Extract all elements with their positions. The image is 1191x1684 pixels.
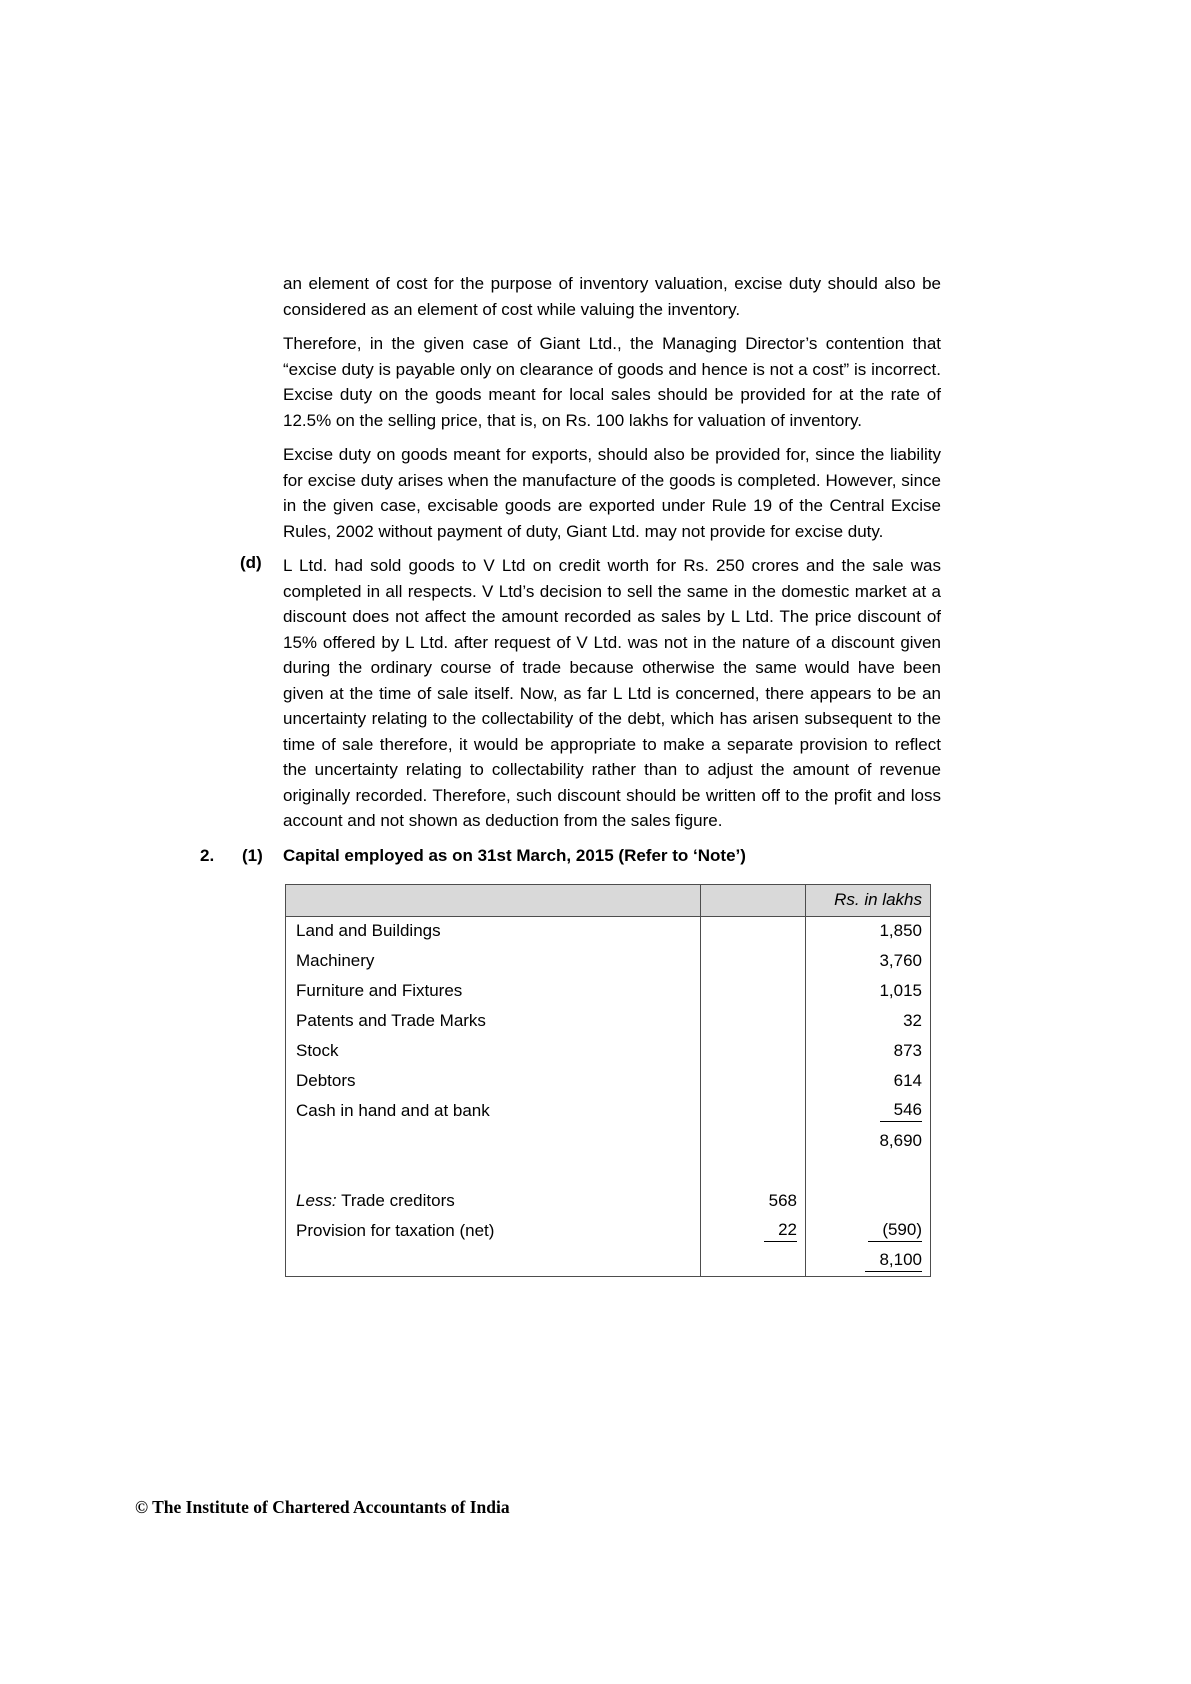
table-row: Patents and Trade Marks 32	[286, 1006, 931, 1036]
paragraph-inventory-valuation: an element of cost for the purpose of inventory valuation, excise duty should also be considered as an element of cost while valuing the inventory.	[283, 274, 941, 319]
underlined-total: 8,100	[865, 1250, 922, 1272]
table-row: Less: Trade creditors 568	[286, 1186, 931, 1216]
table-row: 8,690	[286, 1126, 931, 1156]
paragraph-giant-ltd: Therefore, in the given case of Giant Ltd., the Managing Director’s contention that “excise duty is payable only on clearance of goods and hence is not a cost” is incorrect. Excise duty on the goods meant for local sales should be provided for at the rate of 12.5% on the selling price, that is, on Rs. 100 lakhs for valuation of inventory.	[283, 334, 941, 430]
table-header-blank-2	[701, 884, 806, 916]
table-header-blank-1	[286, 884, 701, 916]
copyright-footer: © The Institute of Chartered Accountants of India	[135, 1497, 510, 1517]
section-number: 2.	[200, 845, 215, 865]
table-row: Stock 873	[286, 1036, 931, 1066]
paragraph-exports: Excise duty on goods meant for exports, should also be provided for, since the liability for excise duty arises when the manufacture of the goods is completed. However, since in the given case, excisable goods are exported under Rule 19 of the Central Excise Rules, 2002 without payment of duty, Giant Ltd. may not provide for excise duty.	[283, 445, 941, 541]
table-spacer-row	[286, 1156, 931, 1186]
table-row: Provision for taxation (net) 22 (590)	[286, 1216, 931, 1246]
list-item-d	[200, 553, 945, 834]
section-title: Capital employed as on 31st March, 2015 (Refer to ‘Note’)	[283, 845, 746, 865]
table-row	[286, 1246, 931, 1276]
list-item-d-marker: (d)	[240, 553, 262, 572]
document-content	[200, 271, 945, 1277]
underlined-value: 546	[880, 1100, 922, 1122]
table-row: Land and Buildings 1,850	[286, 916, 931, 946]
section-subnumber: (1)	[242, 845, 263, 865]
capital-employed-table	[285, 884, 931, 1277]
table-header-row	[286, 884, 931, 916]
less-label: Less:	[296, 1191, 337, 1210]
table-header-unit: Rs. in lakhs	[806, 884, 931, 916]
underlined-value: 22	[764, 1220, 797, 1242]
list-item-d-text: L Ltd. had sold goods to V Ltd on credit worth for Rs. 250 crores and the sale was completed in all respects. V Ltd’s decision to sell the same in the domestic market at a discount does not affect the amount recorded as sales by L Ltd. The price discount of 15% offered by L Ltd. after request of V Ltd. was not in the nature of a discount given during the ordinary course of trade because otherwise the same would have been given at the time of sale itself. Now, as far L Ltd is concerned, there appears to be an uncertainty relating to the collectability of the debt, which has arisen subsequent to the time of sale therefore, it would be appropriate to make a separate provision to reflect the uncertainty relating to collectability rather than to adjust the amount of revenue originally recorded. Therefore, such discount should be written off to the profit and loss account and not shown as deduction from the sales figure.	[283, 556, 941, 830]
table-row: Cash in hand and at bank 546	[286, 1096, 931, 1126]
section-heading	[200, 846, 945, 872]
table-row: Furniture and Fixtures 1,015	[286, 976, 931, 1006]
table-row: Machinery 3,760	[286, 946, 931, 976]
underlined-value: (590)	[868, 1220, 922, 1242]
table-row: Debtors 614	[286, 1066, 931, 1096]
